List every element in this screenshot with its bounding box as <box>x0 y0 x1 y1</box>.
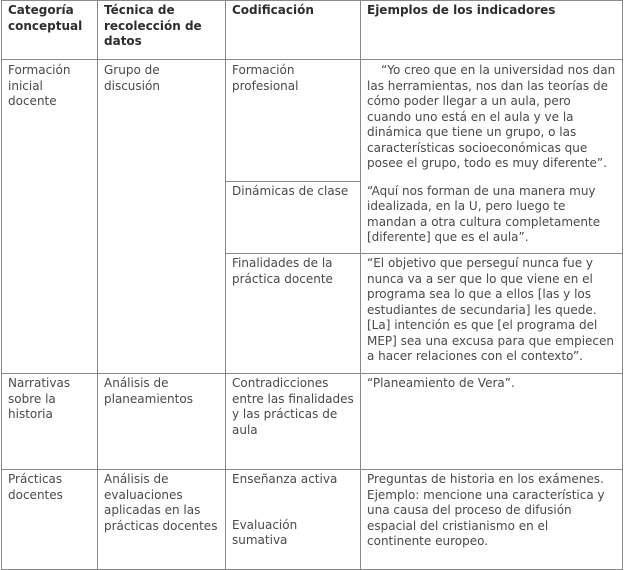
header-ejemplos: Ejemplos de los indicadores <box>361 1 623 60</box>
example-cell: “Planeamiento de Vera”. <box>361 374 623 470</box>
example-cell: “Aquí nos forman de una manera muy idealizada, en la U, pero luego te mandan a otra cultura completamente [diferente] que es el aula”. <box>361 182 623 254</box>
technique-cell: Análisis de evaluaciones aplicadas en las prácticas docentes <box>98 470 226 570</box>
example-cell: “El objetivo que perseguí nunca fue y nunca va a ser que lo que viene en el programa sea lo que a ellos [las y los estudiantes de secundaria] les quede. [La] intención es que [el programa del MEP] sea una excusa para que empiecen a hacer relaciones con el contexto”. <box>361 254 623 374</box>
category-cell: Prácticas docentes <box>2 470 98 570</box>
table-row <box>2 60 623 182</box>
code-cell <box>226 470 361 570</box>
header-categoria: Categoría conceptual <box>2 1 98 60</box>
indicators-table <box>1 0 623 570</box>
technique-cell: Análisis de planeamientos <box>98 374 226 470</box>
example-cell: “Yo creo que en la universidad nos dan las herramientas, nos dan las teorías de cómo poder llegar a un aula, pero cuando uno está en el aula y ve la dinámica que tiene un grupo, o las características socioeconómicas que posee el grupo, todo es muy diferente”. <box>361 60 623 182</box>
example-cell: Preguntas de historia en los exámenes. Ejemplo: mencione una característica y una causa del proceso de difusión espacial del cristianismo en el continente europeo. <box>361 470 623 570</box>
code-cell: Formación profesional <box>226 60 361 182</box>
code-cell: Contradicciones entre las finalidades y las prácticas de aula <box>226 374 361 470</box>
code-cell: Dinámicas de clase <box>226 182 361 254</box>
header-codificacion: Codificación <box>226 1 361 60</box>
code-label: Evaluación sumativa <box>232 517 298 547</box>
table-row <box>2 470 623 570</box>
technique-cell: Grupo de discusión <box>98 60 226 374</box>
code-label: Enseñanza activa <box>232 472 338 486</box>
header-tecnica: Técnica de recolección de datos <box>98 1 226 60</box>
code-cell: Finalidades de la práctica docente <box>226 254 361 374</box>
category-cell: Narrativas sobre la historia <box>2 374 98 470</box>
header-row <box>2 1 623 60</box>
spacer <box>232 488 354 518</box>
category-cell: Formación inicial docente <box>2 60 98 374</box>
table-row <box>2 374 623 470</box>
